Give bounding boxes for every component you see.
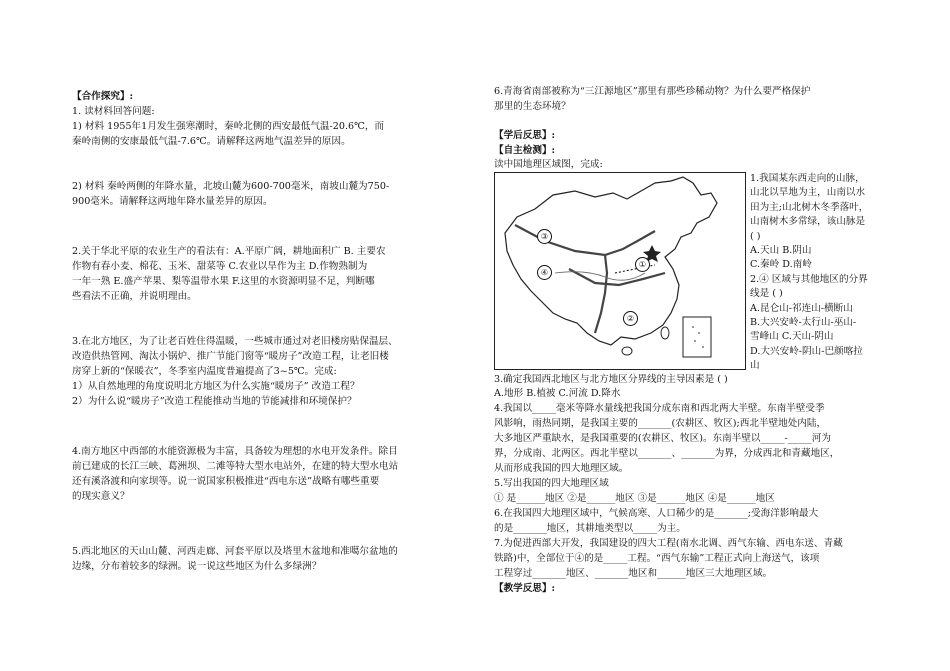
selftest-q4-line-3: 大多地区严重缺水，是我国重要的(农耕区、牧区)。东南半壁以_____-_____河为 (494, 433, 831, 444)
selftest-q4-line-5: 从而形成我国的四大地理区域。 (494, 463, 629, 474)
china-region-map (494, 172, 746, 370)
question-3-line-2: 改造供热管网、淘汰小锅炉、推广节能门窗等“暖房子”改造工程，让老旧楼 (72, 351, 389, 362)
selftest-q7-line-3: 工程穿过_______地区、_______地区和______地区三大地理区域。 (494, 568, 773, 579)
question-2-line-2: 作物有春小麦、棉花、玉米、甜菜等 C.农业以旱作为主 D.作物熟制为 (72, 261, 368, 272)
section-title-reflection: 【学后反思】: (494, 130, 556, 141)
question-4-line-3: 还有溪洛渡和向家坝等。说一说国家积极推进“西电东送”战略有哪些重要 (72, 476, 380, 487)
side-q-line: 1.我国某东西走向的山脉， (750, 173, 865, 184)
side-q-line: A.天山 B.阴山 (750, 245, 812, 257)
selftest-q7-line-2: 铁路)中，全部位于④的是_____工程。“西气东输”工程正式向上海送气，该项 (494, 553, 820, 564)
selftest-q4-line-2: 风影响，雨热同期，是我国主要的_______(农耕区、牧区);西北半壁地处内陆， (494, 418, 827, 429)
question-3-line-3: 房穿上新的“保暖衣”，冬季室内温度普遍提高了3~5℃。完成: (72, 366, 337, 377)
side-q-line: 雪峰山 C.天山-阴山 (750, 331, 834, 343)
region-2-label: ② (623, 311, 638, 326)
question-6-line-2: 那里的生态环境？ (494, 101, 571, 112)
question-6-line-1: 6.青海省南部被称为“三江源地区”那里有那些珍稀动物？为什么要严格保护 (494, 86, 811, 97)
question-4-line-1: 4.南方地区中西部的水能资源极为丰富，具备较为理想的水电开发条件。除目 (72, 446, 398, 457)
region-1-label: ① (635, 257, 650, 272)
selftest-q4-line-1: 4.我国以_____毫米等降水量线把我国分成东南和西北两大半壁。东南半壁受季 (494, 403, 825, 414)
selftest-q4-line-4: 界，分成南、北两区。西北半壁以_______、_______为界，分成西北和青藏地区， (494, 448, 840, 459)
side-q-line: C.秦岭 D.南岭 (750, 259, 812, 271)
selftest-q3-options: A.地形 B.植被 C.河流 D.降水 (494, 388, 621, 399)
side-q-line: 田为主;山北树木冬季落叶， (750, 201, 869, 213)
region-4-label: ④ (537, 265, 552, 280)
question-3-sub-2: 2）为什么说“暖房子”改造工程能推动当地的节能减排和环境保护？ (72, 396, 357, 407)
question-4-line-2: 前已建成的长江三峡、葛洲坝、二滩等特大型水电站外，在建的特大型水电站 (72, 461, 399, 472)
selftest-q5-title: 5.写出我国的四大地理区域 (494, 478, 609, 489)
selftest-q5-blanks: ① 是______地区 ②是______地区 ③是______地区 ④是______地区 (494, 493, 775, 504)
question-2-line-4: 些看法不正确，并说明理由。 (72, 291, 197, 302)
china-map-outline (495, 173, 745, 369)
side-q-line: ( ) (750, 230, 761, 242)
question-1-part-2: 2) 材料 秦岭两侧的年降水量，北坡山麓为600-700毫米，南坡山麓为750- (72, 181, 390, 192)
selftest-q6-line-2: 的是_______地区，其耕地类型以_____为主。 (494, 523, 686, 534)
region-3-label: ③ (537, 229, 552, 244)
question-4-line-4: 的现实意义？ (72, 491, 130, 502)
selftest-q6-line-1: 6.在我国四大地理区域中，气候高寒、人口稀少的是_______;受海洋影响最大 (494, 508, 819, 519)
question-1-part-1-cont: 秦岭南侧的安康最低气温-7.6℃。请解释这两地气温差异的原因。 (72, 136, 351, 147)
map-intro: 读中国地理区域图，完成: (494, 159, 603, 170)
selftest-q7-line-1: 7.为促进西部大开发，我国建设的四大工程(南水北调、西气东输、西电东送、青藏 (494, 538, 843, 549)
question-1-part-2-cont: 900毫米。请解释这两地年降水量差异的原因。 (72, 196, 273, 207)
question-1-title: 1. 读材料回答问题: (72, 106, 155, 117)
side-q-line: 山北以旱地为主，山南以水 (750, 187, 866, 199)
side-q-line: D.大兴安岭-阴山-巴颜喀拉 (750, 345, 863, 357)
question-3-sub-1: 1）从自然地理的角度说明北方地区为什么实施“暖房子” 改造工程？ (72, 381, 360, 392)
map-side-questions (750, 172, 898, 374)
section-title-teaching-reflection: 【教学反思】: (494, 583, 556, 594)
section-title-selftest: 【自主检测】: (494, 145, 556, 156)
side-q-line: 2.④ 区域与其他地区的分界 (750, 273, 868, 285)
question-3-line-1: 3.在北方地区，为了让老百姓住得温暖，一些城市通过对老旧楼房贴保温层、 (72, 336, 398, 347)
question-1-part-1: 1) 材料 1955年1月发生强寒潮时，秦岭北侧的西安最低气温-20.6℃，而 (72, 121, 385, 132)
question-2-line-3: 一年一熟 E.盛产苹果、梨等温带水果 F.这里的水资源明显不足，判断哪 (72, 276, 375, 287)
side-q-line: B.大兴安岭-太行山-巫山- (750, 317, 857, 329)
question-5-line-1: 5.西北地区的天山山麓、河西走廊、河套平原以及塔里木盆地和准噶尔盆地的 (72, 546, 398, 557)
side-q-line: 山 (750, 360, 760, 372)
question-5-line-2: 边缘，分布着较多的绿洲。说一说这些地区为什么多绿洲？ (72, 561, 322, 572)
side-q-line: A.昆仑山-祁连山-横断山 (750, 302, 853, 314)
question-2-line-1: 2.关于华北平原的农业生产的看法有：A.平原广阔，耕地面积广 B. 主要农 (72, 246, 386, 257)
section-title-cooperative: 【合作探究】: (72, 91, 134, 102)
selftest-q3-line-1: 3.确定我国西北地区与北方地区分界线的主导因素是 ( ) (494, 374, 728, 385)
side-q-line: 线是 ( ) (750, 288, 783, 300)
side-q-line: 山南树木多常绿，该山脉是 (750, 216, 866, 228)
